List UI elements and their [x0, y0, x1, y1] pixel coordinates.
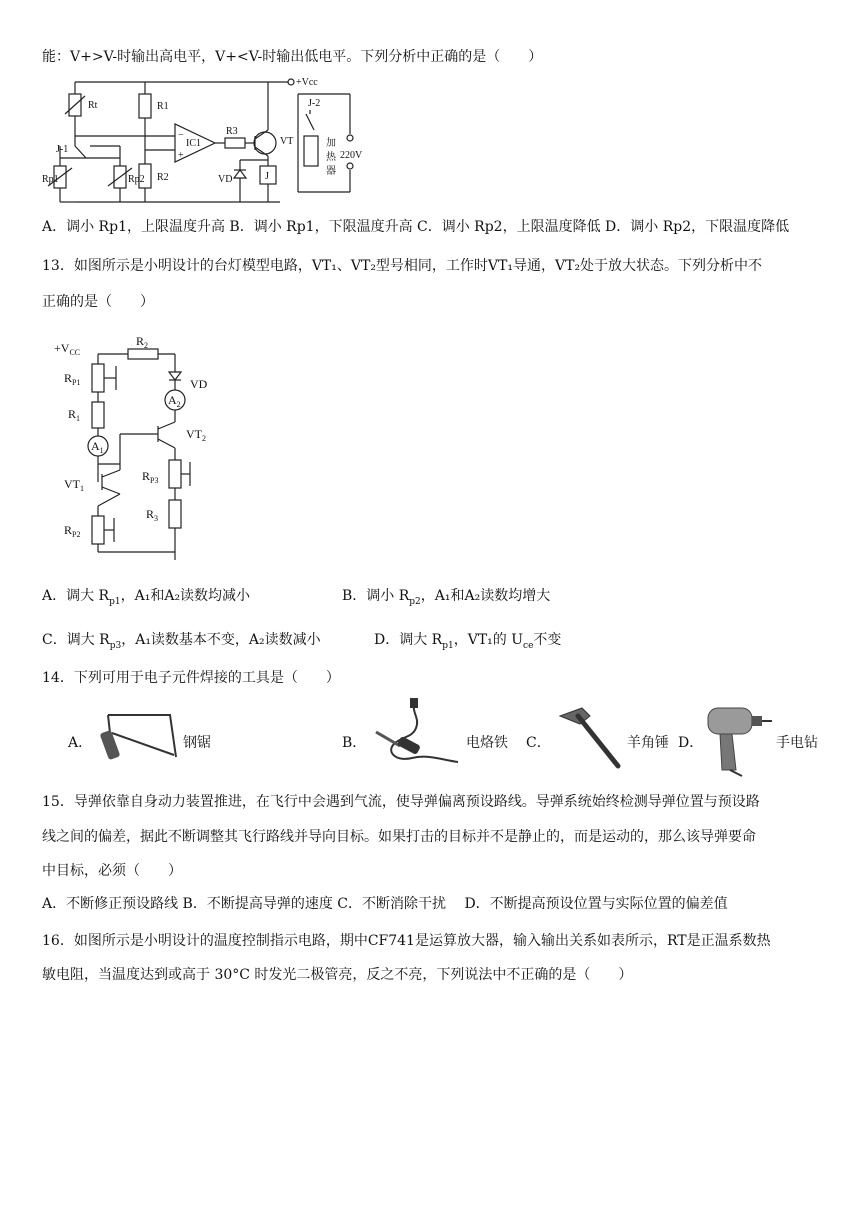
- q12-intro: 能：V+>V-时输出高电平，V+<V-时输出低电平。下列分析中正确的是（ ）: [42, 49, 543, 65]
- q14-option-a-label: 钢锯: [183, 735, 211, 751]
- svg-text:热: 热: [326, 152, 336, 163]
- q13-option-a: A．调大 $R_{p1}$，A₁和A₂读数均减小: [42, 588, 251, 607]
- q15-line3: 中目标，必须（ ）: [42, 863, 182, 879]
- svg-text:R2: $R_2$: [136, 334, 149, 350]
- svg-text:Rt: Rt: [88, 100, 98, 111]
- q16-line1: 16．如图所示是小明设计的温度控制指示电路，期中CF741是运算放大器，输入输出关系如表所示，RT是正温系数热: [42, 933, 771, 949]
- q13-option-c: C．调大 $R_{p3}$，A₁读数基本不变，A₂读数减小: [42, 632, 321, 651]
- svg-text:−: −: [178, 130, 184, 141]
- svg-text:R1: $R_1$: [68, 407, 81, 423]
- svg-text:J-1: J-1: [56, 144, 69, 155]
- svg-text:+Vcc: +Vcc: [296, 77, 318, 88]
- q14-option-d-letter: D．: [678, 735, 704, 751]
- svg-text:J: J: [265, 171, 269, 182]
- svg-text:加: 加: [326, 138, 336, 149]
- q15-options: A．不断修正预设路线 B．不断提高导弹的速度 C．不断消除干扰 D．不断提高预设位置与实际位置的偏差值: [42, 896, 728, 912]
- q14-option-b-label: 电烙铁: [466, 735, 508, 751]
- q14-option-c-letter: C．: [526, 735, 551, 751]
- svg-text:220V: 220V: [340, 150, 363, 161]
- svg-text:+: +: [178, 150, 184, 161]
- q13-stem-line1: 13．如图所示是小明设计的台灯模型电路，VT₁、VT₂型号相同，工作时VT₁导通，VT₂处于放大状态。下列分析中不: [42, 258, 763, 274]
- svg-text:RP2: $R_{P2}$: [64, 523, 81, 539]
- q13-circuit-figure: [40, 334, 280, 564]
- q13-option-b: B．调小 $R_{p2}$，A₁和A₂读数均增大: [342, 588, 551, 607]
- q16-line2: 敏电阻，当温度达到或高于 30°C 时发光二极管亮，反之不亮，下列说法中不正确的是（ ）: [42, 967, 633, 983]
- svg-text:R3: $R_3$: [146, 507, 159, 523]
- svg-text:A1: $A_1$: [91, 439, 104, 455]
- svg-text:R1: R1: [157, 101, 169, 112]
- q15-line1: 15．导弹依靠自身动力装置推进，在飞行中会遇到气流，使导弹偏离预设路线。导弹系统始终检测导弹位置与预设路: [42, 794, 760, 810]
- q14-option-b-letter: B．: [342, 735, 367, 751]
- q13-option-d: D．调大 $R_{p1}$，VT₁的 $U_{ce}$不变: [374, 632, 562, 651]
- q12-circuit-figure: [40, 74, 380, 214]
- svg-text:Rp1: Rp1: [42, 174, 59, 185]
- claw-hammer-icon: [556, 702, 626, 772]
- svg-text:VD: VD: [218, 174, 233, 185]
- svg-text:VT: VT: [280, 136, 294, 147]
- hand-drill-icon: [702, 694, 774, 778]
- hacksaw-icon: [100, 705, 182, 765]
- svg-text:A2: $A_2$: [168, 393, 181, 409]
- svg-text:器: 器: [326, 166, 336, 177]
- svg-text:RP3: $R_{P3}$: [142, 469, 159, 485]
- svg-text:Rp2: Rp2: [128, 174, 145, 185]
- svg-text:VT2: $VT_2$: [186, 427, 206, 443]
- soldering-iron-icon: [372, 698, 464, 770]
- q14-option-c-label: 羊角锤: [627, 735, 669, 751]
- svg-text:J-2: J-2: [308, 98, 321, 109]
- q14-stem: 14．下列可用于电子元件焊接的工具是（ ）: [42, 670, 340, 686]
- q12-options: A．调小 Rp1，上限温度升高 B．调小 Rp1，下限温度升高 C．调小 Rp2，上限温度降低 D．调小 Rp2，下限温度降低: [42, 219, 790, 235]
- q13-stem-line2: 正确的是（ ）: [42, 294, 154, 310]
- svg-text:RP1: $R_{P1}$: [64, 371, 81, 387]
- svg-text:IC1: IC1: [186, 138, 201, 149]
- svg-text:+VCC: $+V_{CC}$: [54, 341, 81, 357]
- svg-text:R2: R2: [157, 172, 169, 183]
- q14-option-d-label: 手电钻: [776, 735, 818, 751]
- svg-text:VT1: $VT_1$: [64, 477, 84, 493]
- svg-text:VD: VD: [190, 377, 208, 391]
- q14-option-a-letter: A．: [68, 735, 93, 751]
- svg-text:R3: R3: [226, 126, 238, 137]
- q15-line2: 线之间的偏差，据此不断调整其飞行路线并导向目标。如果打击的目标并不是静止的，而是运动的，那么该导弹要命: [42, 829, 756, 845]
